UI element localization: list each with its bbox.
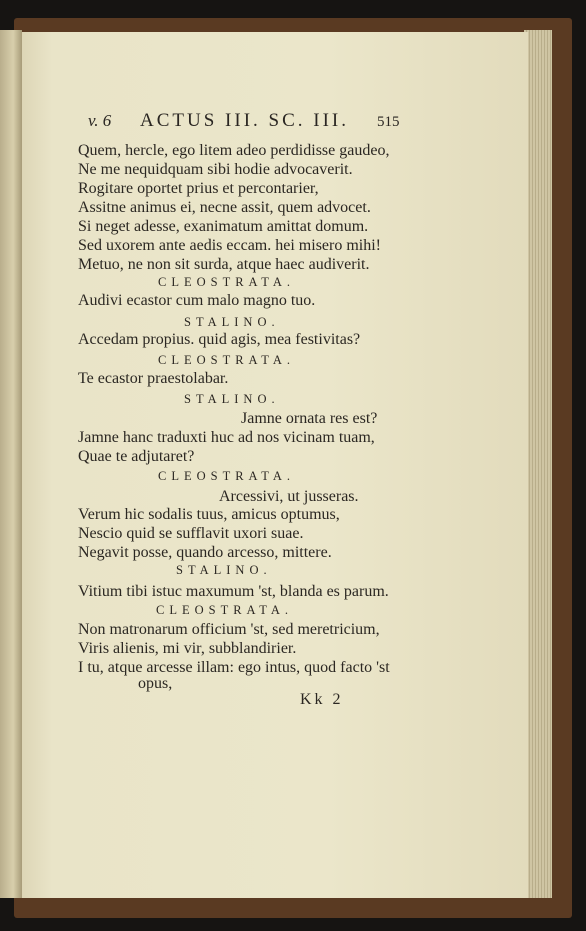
verse-line: I tu, atque arcesse illam: ego intus, quod facto 'st	[78, 659, 390, 676]
verse-line: Negavit posse, quando arcesso, mittere.	[78, 544, 332, 561]
speaker-name: STALINO.	[184, 315, 280, 329]
volume-mark: v. 6	[88, 111, 112, 130]
verse-line: Audivi ecastor cum malo magno tuo.	[78, 292, 316, 309]
verse-line: Sed uxorem ante aedis eccam. hei misero mihi!	[78, 237, 382, 254]
verse-line: Assitne animus ei, necne assit, quem advocet.	[78, 199, 371, 216]
verse-line: Viris alienis, mi vir, subblandirier.	[78, 640, 297, 657]
verse-line: Rogitare oportet prius et percontarier,	[78, 180, 319, 197]
verse-line: Metuo, ne non sit surda, atque haec audiverit.	[78, 256, 370, 273]
verse-line: Jamne ornata res est?	[241, 410, 378, 427]
verse-line: Quem, hercle, ego litem adeo perdidisse gaudeo,	[78, 142, 390, 159]
speaker-name: STALINO.	[176, 563, 272, 577]
speaker-name: CLEOSTRATA.	[158, 353, 295, 367]
speaker-name: CLEOSTRATA.	[156, 603, 293, 617]
verse-line: opus,	[138, 675, 173, 692]
verse-line: Vitium tibi istuc maxumum 'st, blanda es parum.	[78, 583, 389, 600]
speaker-name: CLEOSTRATA.	[158, 469, 295, 483]
verse-line: Nescio quid se sufflavit uxori suae.	[78, 525, 304, 542]
verse-line: Quae te adjutaret?	[78, 448, 195, 465]
catchword: Kk 2	[300, 691, 344, 708]
speaker-name: CLEOSTRATA.	[158, 275, 295, 289]
verse-line: Jamne hanc traduxti huc ad nos vicinam tuam,	[78, 429, 375, 446]
verse-line: Si neget adesse, exanimatum amittat domum.	[78, 218, 369, 235]
verse-line: Te ecastor praestolabar.	[78, 370, 229, 387]
verse-line: Accedam propius. quid agis, mea festivitas?	[78, 331, 361, 348]
verse-line: Non matronarum officium 'st, sed meretricium,	[78, 621, 380, 638]
page-number: 515	[377, 114, 400, 130]
verse-line: Verum hic sodalis tuus, amicus optumus,	[78, 506, 340, 523]
speaker-name: STALINO.	[184, 392, 280, 406]
verse-line: Arcessivi, ut jusseras.	[219, 488, 359, 505]
verse-line: Ne me nequidquam sibi hodie advocaverit.	[78, 161, 353, 178]
running-title: ACTUS III. SC. III.	[140, 110, 349, 131]
